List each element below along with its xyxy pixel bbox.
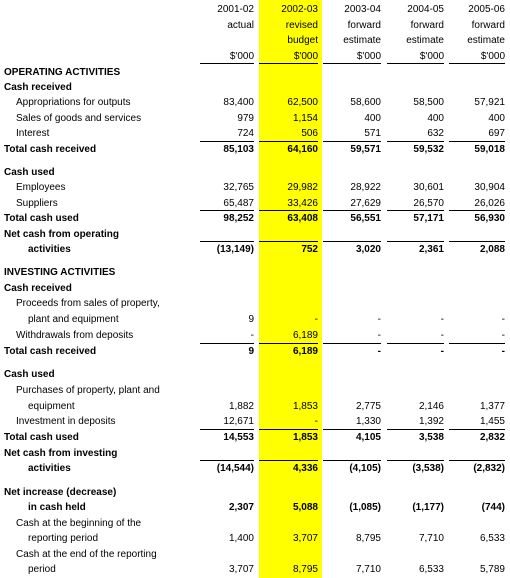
cell-value: 32,765 (223, 182, 254, 193)
table-row (0, 296, 510, 311)
total-rule (323, 343, 381, 344)
table-row (0, 414, 510, 429)
table-row (0, 399, 510, 414)
total-rule (449, 429, 505, 430)
header-years-col-0: 2001-02 (217, 4, 254, 15)
header-line2-col-2: forward (347, 20, 381, 31)
total-rule (449, 460, 505, 461)
table-row (0, 312, 510, 327)
row-label: Total cash used (4, 213, 79, 224)
header-rule-col-2 (323, 63, 381, 64)
cell-value: 28,922 (350, 182, 381, 193)
row-label: OPERATING ACTIVITIES (4, 67, 121, 78)
cell-value: 1,392 (418, 416, 444, 427)
cell-value: 2,832 (479, 432, 505, 443)
table-row (0, 485, 510, 500)
cell-value: 59,571 (350, 144, 381, 155)
header-units-col-4: $'000 (480, 51, 505, 62)
cell-value: 30,601 (413, 182, 444, 193)
table-row (0, 531, 510, 546)
cell-value: 2,146 (418, 401, 444, 412)
cell-value: 571 (364, 128, 381, 139)
row-label: Cash received (4, 283, 72, 294)
cell-value: 57,921 (474, 97, 505, 108)
cell-value: 7,710 (355, 564, 381, 575)
table-row (0, 80, 510, 95)
cell-value: 1,400 (228, 533, 254, 544)
row-label: Cash at the end of the reporting (16, 549, 157, 560)
table-row (0, 211, 510, 226)
cell-value: 57,171 (413, 213, 444, 224)
row-label: plant and equipment (28, 314, 119, 325)
cell-value: - (377, 314, 381, 325)
cell-value: 506 (301, 128, 318, 139)
row-label: Net cash from investing (4, 448, 118, 459)
cell-value: 59,018 (474, 144, 505, 155)
total-rule (200, 343, 254, 344)
table-row (0, 344, 510, 359)
cell-value: 1,377 (479, 401, 505, 412)
cell-value: 8,795 (355, 533, 381, 544)
header-line2-col-1: revised (285, 20, 318, 31)
cell-value: 59,532 (413, 144, 444, 155)
cell-value: - (314, 416, 318, 427)
cell-value: (14,544) (216, 463, 254, 474)
cell-value: 14,553 (223, 432, 254, 443)
table-row (0, 500, 510, 515)
cell-value: 62,500 (287, 97, 318, 108)
row-label: equipment (28, 401, 75, 412)
cell-value: 33,426 (287, 198, 318, 209)
row-label: Employees (16, 182, 66, 193)
row-label: Net cash from operating (4, 229, 120, 240)
cell-value: (1,177) (412, 502, 444, 513)
cell-value: - (440, 330, 444, 341)
table-row (0, 196, 510, 211)
cell-value: 1,455 (479, 416, 505, 427)
cell-value: 64,160 (287, 144, 318, 155)
cell-value: 4,336 (292, 463, 318, 474)
cell-value: (744) (481, 502, 505, 513)
total-rule (449, 343, 505, 344)
cell-value: 29,982 (287, 182, 318, 193)
cell-value: 1,330 (355, 416, 381, 427)
table-row (0, 111, 510, 126)
row-label: Cash at the beginning of the (16, 518, 142, 529)
row-label: Cash received (4, 82, 72, 93)
table-row (0, 516, 510, 531)
cell-value: 58,600 (350, 97, 381, 108)
table-row (0, 180, 510, 195)
cell-value: 724 (237, 128, 254, 139)
header-line3-col-4: estimate (467, 35, 505, 46)
total-rule (323, 460, 381, 461)
row-label: period (28, 564, 56, 575)
header-units-col-1: $'000 (293, 51, 318, 62)
total-rule (259, 141, 318, 142)
row-label: Total cash received (4, 346, 97, 357)
total-rule (200, 210, 254, 211)
cell-value: - (501, 314, 505, 325)
cell-value: - (377, 346, 381, 357)
cell-value: 7,710 (418, 533, 444, 544)
cell-value: 2,361 (418, 244, 444, 255)
total-rule (323, 429, 381, 430)
row-label: Investment in deposits (16, 416, 116, 427)
row-label: Proceeds from sales of property, (16, 298, 160, 309)
total-rule (259, 343, 318, 344)
cell-value: 3,020 (355, 244, 381, 255)
cell-value: (3,538) (412, 463, 444, 474)
cell-value: 1,154 (292, 113, 318, 124)
cell-value: 58,500 (413, 97, 444, 108)
header-units-col-2: $'000 (356, 51, 381, 62)
header-years-col-1: 2002-03 (281, 4, 318, 15)
table-row (0, 142, 510, 157)
cell-value: - (314, 314, 318, 325)
total-rule (387, 141, 444, 142)
cell-value: 400 (488, 113, 505, 124)
cell-value: 65,487 (223, 198, 254, 209)
header-rule-col-3 (387, 63, 444, 64)
table-row (0, 367, 510, 382)
cell-value: 5,088 (292, 502, 318, 513)
cell-value: (1,085) (349, 502, 381, 513)
total-rule (259, 210, 318, 211)
cell-value: 400 (364, 113, 381, 124)
row-label: Withdrawals from deposits (16, 330, 134, 341)
row-label: activities (28, 244, 71, 255)
header-line2-col-3: forward (410, 20, 444, 31)
row-label: activities (28, 463, 71, 474)
table-row (0, 430, 510, 445)
header-years-col-3: 2004-05 (407, 4, 444, 15)
cell-value: 3,707 (292, 533, 318, 544)
cell-value: 98,252 (223, 213, 254, 224)
cell-value: 400 (427, 113, 444, 124)
total-rule (259, 429, 318, 430)
row-label: Total cash used (4, 432, 79, 443)
table-row (0, 95, 510, 110)
header-row-units (0, 49, 510, 64)
cell-value: 3,538 (418, 432, 444, 443)
cell-value: 5,789 (479, 564, 505, 575)
total-rule (323, 210, 381, 211)
header-line3-col-3: estimate (406, 35, 444, 46)
cell-value: 2,088 (479, 244, 505, 255)
header-units-col-3: $'000 (419, 51, 444, 62)
cell-value: 26,026 (474, 198, 505, 209)
cell-value: 56,930 (474, 213, 505, 224)
total-rule (449, 210, 505, 211)
row-label: Suppliers (16, 198, 58, 209)
header-rule-col-4 (449, 63, 505, 64)
table-row (0, 562, 510, 577)
row-label: Total cash received (4, 144, 97, 155)
header-years-col-2: 2003-04 (344, 4, 381, 15)
header-row-line3 (0, 33, 510, 48)
cell-value: - (501, 330, 505, 341)
row-label: Net increase (decrease) (4, 487, 117, 498)
cell-value: 2,775 (355, 401, 381, 412)
table-row (0, 242, 510, 257)
table-row (0, 383, 510, 398)
table-row (0, 328, 510, 343)
cell-value: 4,105 (355, 432, 381, 443)
cell-value: 8,795 (292, 564, 318, 575)
cell-value: 26,570 (413, 198, 444, 209)
cell-value: 6,533 (479, 533, 505, 544)
total-rule (323, 241, 381, 242)
total-rule (259, 460, 318, 461)
cell-value: 9 (248, 346, 254, 357)
total-rule (449, 241, 505, 242)
total-rule (387, 460, 444, 461)
cell-value: 6,533 (418, 564, 444, 575)
cell-value: 2,307 (228, 502, 254, 513)
header-line2-col-0: actual (227, 20, 254, 31)
row-label: Cash used (4, 167, 55, 178)
header-row-line2 (0, 18, 510, 33)
cell-value: (4,105) (349, 463, 381, 474)
row-label: Purchases of property, plant and (16, 385, 160, 396)
table-row (0, 65, 510, 80)
cell-value: 6,189 (292, 330, 318, 341)
row-label: Appropriations for outputs (16, 97, 131, 108)
total-rule (387, 429, 444, 430)
total-rule (323, 141, 381, 142)
cell-value: 1,853 (292, 432, 318, 443)
cell-value: (2,832) (473, 463, 505, 474)
total-rule (200, 460, 254, 461)
header-line3-col-1: budget (287, 35, 318, 46)
table-row (0, 227, 510, 242)
cell-value: (13,149) (216, 244, 254, 255)
header-units-col-0: $'000 (229, 51, 254, 62)
header-line2-col-4: forward (471, 20, 505, 31)
cell-value: 6,189 (292, 346, 318, 357)
cell-value: - (377, 330, 381, 341)
total-rule (387, 210, 444, 211)
total-rule (200, 429, 254, 430)
cell-value: 9 (248, 314, 254, 325)
cell-value: 12,671 (223, 416, 254, 427)
total-rule (200, 141, 254, 142)
cell-value: 27,629 (350, 198, 381, 209)
row-label: Interest (16, 128, 50, 139)
table-row (0, 126, 510, 141)
table-row (0, 547, 510, 562)
table-row (0, 446, 510, 461)
table-row (0, 265, 510, 280)
row-label: in cash held (28, 502, 86, 513)
cell-value: 632 (427, 128, 444, 139)
cell-value: 56,551 (350, 213, 381, 224)
row-label: reporting period (28, 533, 99, 544)
table-row (0, 461, 510, 476)
cell-value: 1,882 (228, 401, 254, 412)
cell-value: 63,408 (287, 213, 318, 224)
header-rule-col-1 (259, 63, 318, 64)
cell-value: 1,853 (292, 401, 318, 412)
cell-value: 979 (237, 113, 254, 124)
total-rule (449, 141, 505, 142)
table-row (0, 165, 510, 180)
cell-value: - (440, 346, 444, 357)
header-years-col-4: 2005-06 (468, 4, 505, 15)
header-row-years (0, 2, 510, 17)
header-rule-col-0 (200, 63, 254, 64)
cell-value: 83,400 (223, 97, 254, 108)
cell-value: - (250, 330, 254, 341)
total-rule (259, 241, 318, 242)
cell-value: - (501, 346, 505, 357)
cell-value: 752 (301, 244, 318, 255)
total-rule (387, 241, 444, 242)
cell-value: 30,904 (474, 182, 505, 193)
row-label: INVESTING ACTIVITIES (4, 267, 116, 278)
row-label: Cash used (4, 369, 55, 380)
header-line3-col-2: estimate (343, 35, 381, 46)
total-rule (200, 241, 254, 242)
row-label: Sales of goods and services (16, 113, 142, 124)
cell-value: 3,707 (228, 564, 254, 575)
table-row (0, 281, 510, 296)
cell-value: 697 (488, 128, 505, 139)
total-rule (387, 343, 444, 344)
cell-value: - (440, 314, 444, 325)
cell-value: 85,103 (223, 144, 254, 155)
